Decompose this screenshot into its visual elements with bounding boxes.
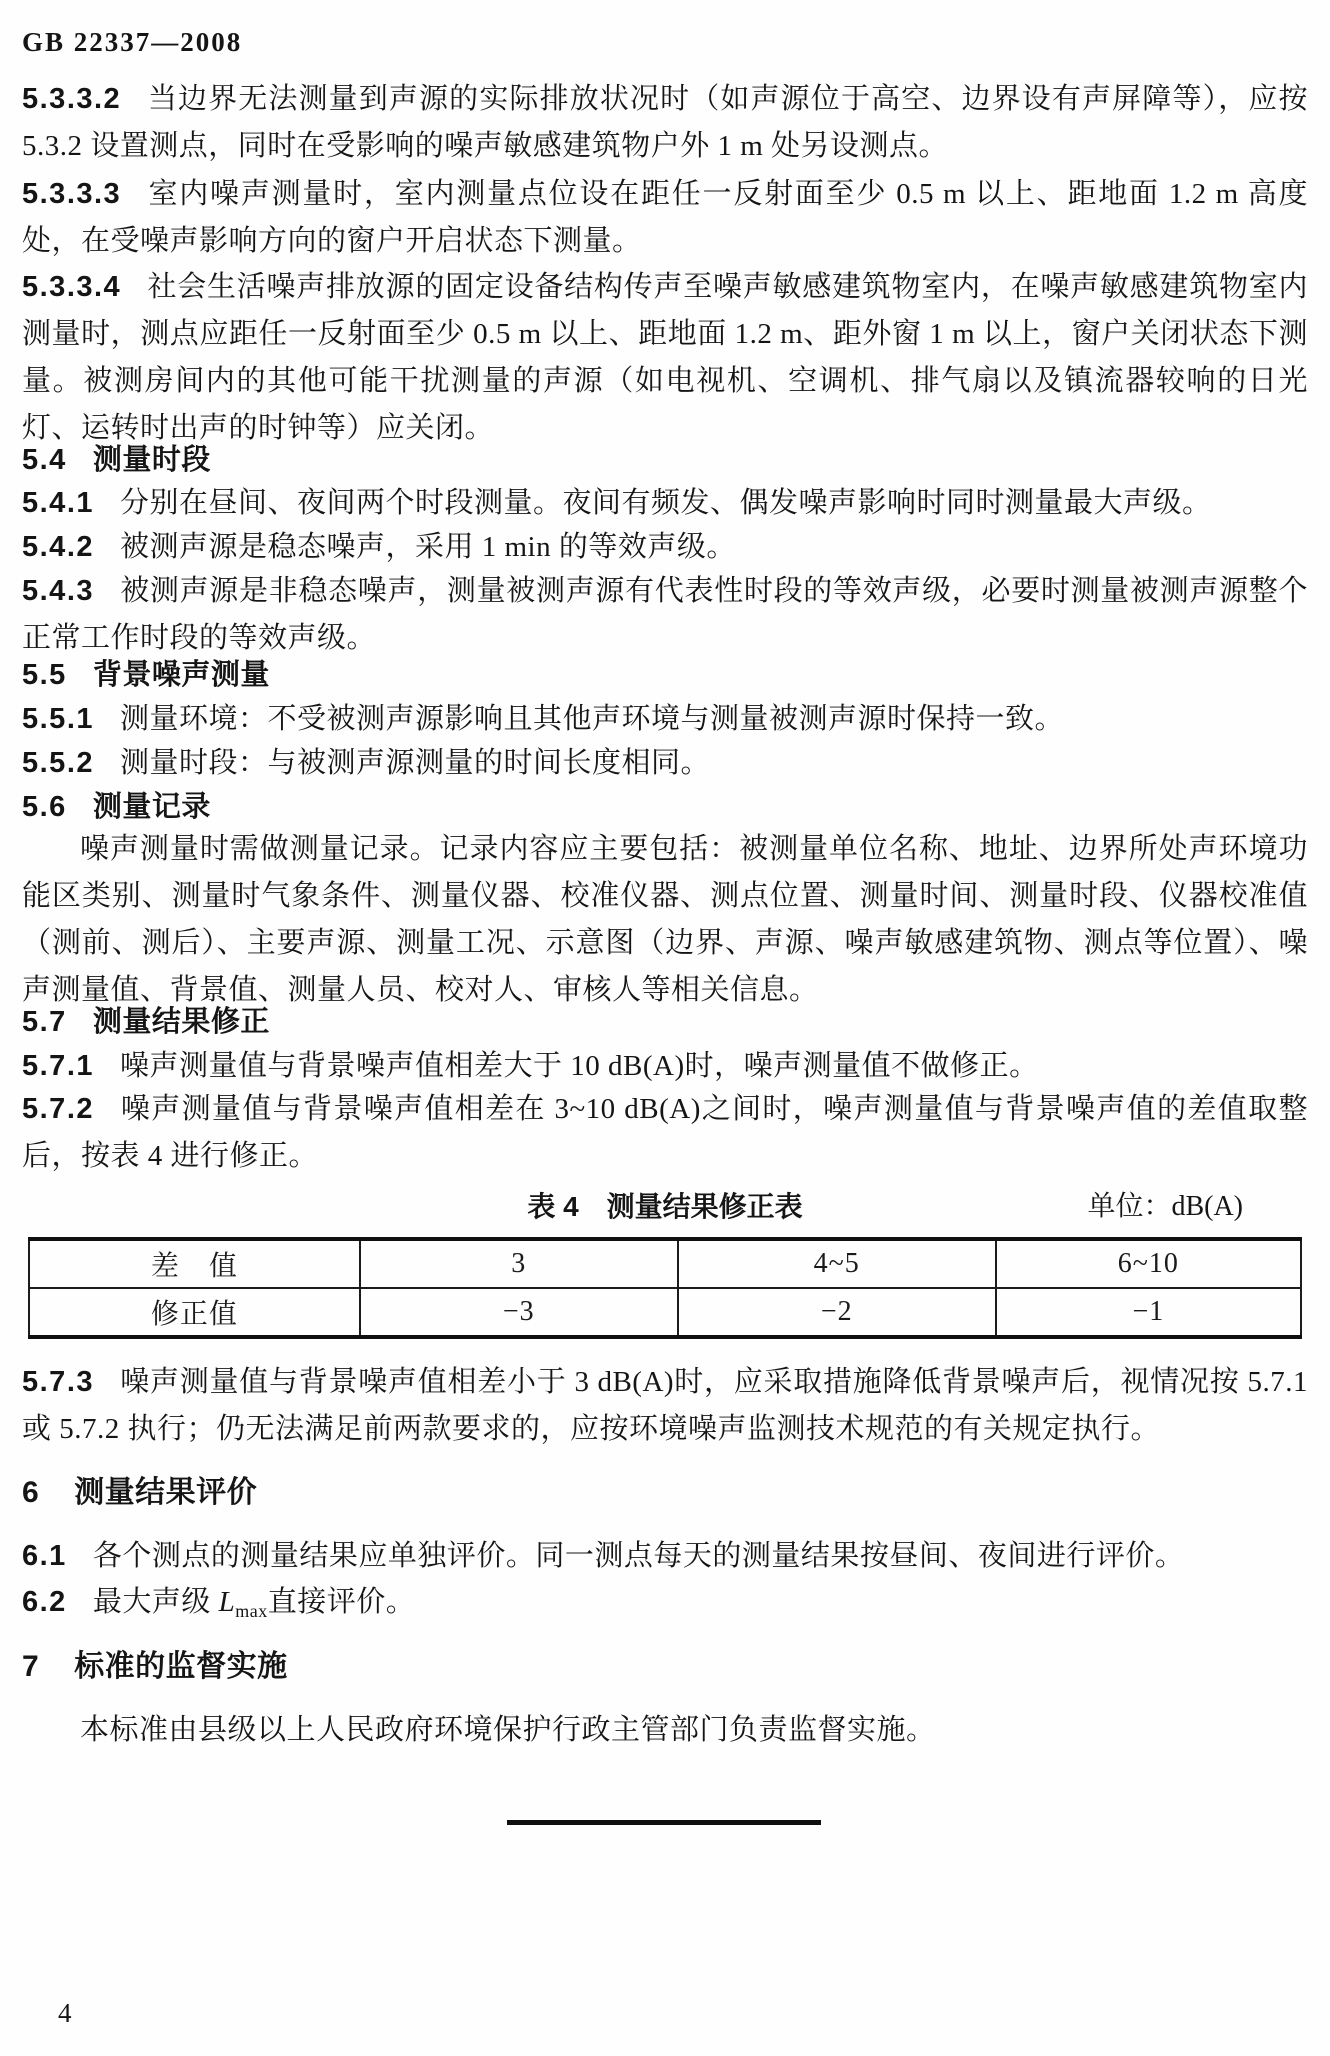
table-cell: 6~10	[996, 1239, 1301, 1288]
clause-text: 社会生活噪声排放源的固定设备结构传声至噪声敏感建筑物室内，在噪声敏感建筑物室内测量时，测点应距任一反射面至少 0.5 m 以上、距地面 1.2 m、距外窗 1 m 以上，窗户关闭状态下测量。被测房间内的其他可能干扰测量的声源（如电视机、空调机、排气扇以及镇流器较响的日光灯、运转时出声的时钟等）应关闭。	[22, 271, 1308, 444]
table-4-unit-label: 单位：dB(A)	[1087, 1191, 1243, 1222]
page-number: 4	[58, 1998, 72, 2028]
heading-5.6	[22, 784, 1308, 831]
clause-number: 5.7	[22, 1006, 67, 1038]
clause-number: 5.3.3.4	[22, 271, 122, 303]
doc-header: GB 22337—2008	[22, 27, 243, 57]
clause-text: 当边界无法测量到声源的实际排放状况时（如声源位于高空、边界设有声屏障等），应按 5.3.2 设置测点，同时在受影响的噪声敏感建筑物户外 1 m 处另设测点。	[22, 83, 1308, 162]
heading-text: 背景噪声测量	[92, 659, 270, 691]
clause-number: 5.4.1	[22, 487, 94, 519]
heading-5.5	[22, 652, 1308, 699]
clause-text: 室内噪声测量时，室内测量点位设在距任一反射面至少 0.5 m 以上、距地面 1.2 m 高度处，在受噪声影响方向的窗户开启状态下测量。	[22, 178, 1308, 257]
heading-5.4	[22, 437, 1308, 484]
clause-5.3.3.4	[22, 264, 1308, 452]
heading-5.7	[22, 999, 1308, 1046]
paragraph-text: 噪声测量时需做测量记录。记录内容应主要包括：被测量单位名称、地址、边界所处声环境功能区类别、测量时气象条件、测量仪器、校准仪器、测点位置、测量时间、测量时段、仪器校准值（测前、测后）、主要声源、测量工况、示意图（边界、声源、噪声敏感建筑物、测点等位置）、噪声测量值、背景值、测量人员、校对人、审核人等相关信息。	[22, 833, 1308, 1006]
chapter-number: 6	[22, 1476, 41, 1509]
chapter-number: 7	[22, 1650, 41, 1683]
table-4-correction-table	[28, 1237, 1302, 1339]
table-row-correction	[29, 1288, 1301, 1337]
table-cell: 差 值	[29, 1239, 360, 1288]
table-cell: −3	[360, 1288, 678, 1337]
clause-text: 测量时段：与被测声源测量的时间长度相同。	[120, 747, 711, 779]
clause-text: 最大声级	[92, 1586, 219, 1618]
clause-number: 5.6	[22, 791, 67, 823]
clause-text: 被测声源是稳态噪声，采用 1 min 的等效声级。	[120, 531, 736, 563]
clause-5.7.1	[22, 1043, 1308, 1090]
table-4-caption-row	[22, 1187, 1308, 1227]
clause-5.5.1	[22, 696, 1308, 743]
clause-6.2	[22, 1579, 1308, 1635]
lmax-subscript: max	[235, 1601, 268, 1621]
clause-number: 5.4	[22, 444, 67, 476]
clause-text: 各个测点的测量结果应单独评价。同一测点每天的测量结果按昼间、夜间进行评价。	[92, 1540, 1185, 1572]
clause-5.7.2	[22, 1086, 1308, 1180]
paragraph-text: 本标准由县级以上人民政府环境保护行政主管部门负责监督实施。	[80, 1714, 936, 1746]
clause-5.3.3.3	[22, 171, 1308, 265]
table-4-caption: 表 4 测量结果修正表	[527, 1191, 803, 1222]
paragraph-5.6-body	[22, 826, 1308, 1014]
clause-text: 噪声测量值与背景噪声值相差小于 3 dB(A)时，应采取措施降低背景噪声后，视情况按 5.7.1 或 5.7.2 执行；仍无法满足前两款要求的，应按环境噪声监测技术规范的有关规定执行。	[22, 1366, 1308, 1445]
heading-text: 测量结果评价	[74, 1476, 258, 1509]
heading-text: 测量结果修正	[92, 1006, 270, 1038]
clause-5.4.2	[22, 524, 1308, 571]
table-row-difference	[29, 1239, 1301, 1288]
heading-text: 测量记录	[92, 791, 211, 823]
end-of-document-rule	[507, 1820, 821, 1825]
table-cell: −1	[996, 1288, 1301, 1337]
clause-number: 5.5.2	[22, 747, 94, 779]
clause-number: 5.3.3.3	[22, 178, 122, 210]
clause-number: 5.4.3	[22, 575, 94, 607]
clause-number: 5.7.2	[22, 1093, 94, 1125]
clause-text: 噪声测量值与背景噪声值相差大于 10 dB(A)时，噪声测量值不做修正。	[120, 1050, 1039, 1082]
heading-6	[22, 1469, 1308, 1516]
clause-5.3.3.2	[22, 76, 1308, 170]
lmax-symbol: L	[218, 1586, 236, 1618]
heading-7	[22, 1643, 1308, 1690]
table-cell: 3	[360, 1239, 678, 1288]
heading-text: 测量时段	[92, 444, 211, 476]
clause-5.4.1	[22, 480, 1308, 527]
clause-number: 6.1	[22, 1540, 67, 1572]
clause-text: 测量环境：不受被测声源影响且其他声环境与测量被测声源时保持一致。	[120, 703, 1065, 735]
clause-5.4.3	[22, 568, 1308, 662]
clause-number: 5.5.1	[22, 703, 94, 735]
clause-number: 5.7.3	[22, 1366, 94, 1398]
heading-text: 标准的监督实施	[74, 1650, 288, 1683]
table-cell: 4~5	[678, 1239, 996, 1288]
clause-number: 6.2	[22, 1586, 67, 1618]
paragraph-7-body	[22, 1707, 1308, 1754]
clause-text: 被测声源是非稳态噪声，测量被测声源有代表性时段的等效声级，必要时测量被测声源整个正常工作时段的等效声级。	[22, 575, 1308, 654]
table-cell: 修正值	[29, 1288, 360, 1337]
clause-number: 5.4.2	[22, 531, 94, 563]
clause-5.7.3	[22, 1359, 1308, 1453]
clause-6.1	[22, 1533, 1308, 1580]
table-cell: −2	[678, 1288, 996, 1337]
clause-number: 5.3.3.2	[22, 83, 122, 115]
clause-number: 5.5	[22, 659, 67, 691]
clause-text: 分别在昼间、夜间两个时段测量。夜间有频发、偶发噪声影响时同时测量最大声级。	[120, 487, 1212, 519]
clause-5.5.2	[22, 740, 1308, 787]
clause-text: 直接评价。	[267, 1586, 416, 1618]
clause-text: 噪声测量值与背景噪声值相差在 3~10 dB(A)之间时，噪声测量值与背景噪声值的差值取整后，按表 4 进行修正。	[22, 1093, 1308, 1172]
clause-number: 5.7.1	[22, 1050, 94, 1082]
